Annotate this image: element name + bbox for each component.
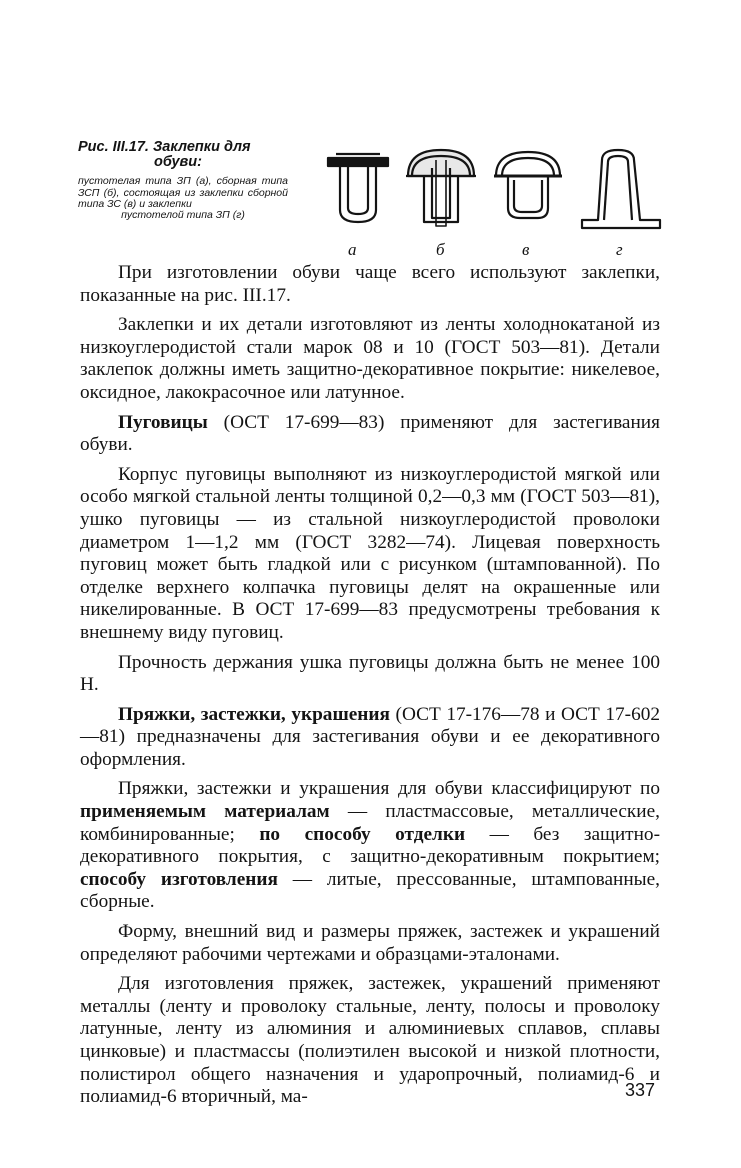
paragraph-7-part-e: — литые, прессованные, штампованные, сборные. <box>80 868 660 913</box>
label-a: а <box>348 240 357 259</box>
label-g: г <box>616 240 623 259</box>
paragraph-7-part-d: — без защитно-декоративного покрытия, с защитно-декоративным покрытием; <box>80 823 660 868</box>
body-text <box>80 262 660 1109</box>
paragraph-3-rest: (ОСТ 17-699—83) применяют для застегивания обуви. <box>80 411 660 456</box>
term-materials: применяемым материалам <box>80 801 330 823</box>
caption-subtitle: обуви: <box>154 154 202 171</box>
paragraph-4: Корпус пуговицы выполняют из низкоуглеродистой мягкой или особо мягкой стальной ленты толщиной 0,2—0,3 мм (ГОСТ 503—81), ушко пуговицы — из стальной низкоуглеродистой проволоки диаметром 1—1,2 мм (ГОСТ 3282—74). Лицевая поверхность пуговиц может быть гладкой или с рисунком (штампованной). По отделке верхнего колпачка пуговицы делят на окрашенные или никелированные. В ОСТ 17-699—83 предусмотрены требования к внешнему виду пуговиц. <box>80 463 660 643</box>
rivet-drawings <box>326 146 668 260</box>
rivet-c-drawing <box>494 152 562 218</box>
term-buckles: Пряжки, застежки, украшения <box>118 703 390 725</box>
paragraph-7-part-a: Пряжки, застежки и украшения для обуви классифицируют по <box>118 778 660 800</box>
term-manufacturing: способу изготовления <box>80 868 278 890</box>
caption-description: пустотелая типа ЗП (а), сборная типа ЗСП (б), состоящая из заклепки сборной типа ЗС (в) и заклепки <box>78 175 288 211</box>
rivet-g-drawing <box>582 150 660 228</box>
page-number: 337 <box>625 1080 656 1100</box>
paragraph-6 <box>80 704 660 772</box>
label-b: б <box>436 240 445 259</box>
rivet-drawings-svg <box>326 146 668 240</box>
figure-rivets <box>78 140 668 260</box>
paragraph-8: Форму, внешний вид и размеры пряжек, застежек и украшений определяют рабочими чертежами и образцами-эталонами. <box>80 921 660 965</box>
paragraph-1: При изготовлении обуви чаще всего используют заклепки, показанные на рис. III.17. <box>80 262 660 306</box>
paragraph-5: Прочность держания ушка пуговицы должна быть не менее 100 Н. <box>80 651 660 696</box>
caption-description-end: пустотелой типа ЗП (г) <box>121 209 245 222</box>
paragraph-7 <box>80 778 660 914</box>
term-finishing: по способу отделки <box>259 823 466 845</box>
paragraph-3 <box>80 412 660 457</box>
paragraph-6-rest: (ОСТ 17-176—78 и ОСТ 17-602—81) предназначены для застегивания обуви и ее декоративного оформления. <box>80 703 660 770</box>
label-v: в <box>522 240 530 259</box>
paragraph-7-part-c: — пластмассовые, металлические, комбинированные; <box>80 801 660 845</box>
paragraph-9: Для изготовления пряжек, застежек, украшений применяют металлы (ленту и проволоку стальные, ленту, полосы и проволоку латунные, ленту из алюминия и алюминиевых сплавов, сплавы цинковые) и пластмассы (полиэтилен высокой и низкой плотности, полистирол общего назначения и ударопрочный, полиамид-6 и полиамид-6 вторичный, ма- <box>80 973 660 1108</box>
rivet-b-drawing <box>406 150 476 226</box>
rivet-a-drawing <box>328 154 388 222</box>
figure-caption <box>78 140 288 221</box>
paragraph-2: Заклепки и их детали изготовляют из ленты холоднокатаной из низкоуглеродистой стали марок 08 и 10 (ГОСТ 503—81). Детали заклепок должны иметь защитно-декоративное покрытие: никелевое, оксидное, лакокрасочное или латунное. <box>80 314 660 403</box>
caption-title: Рис. III.17. Заклепки для <box>78 139 251 155</box>
term-buttons: Пуговицы <box>118 411 208 433</box>
